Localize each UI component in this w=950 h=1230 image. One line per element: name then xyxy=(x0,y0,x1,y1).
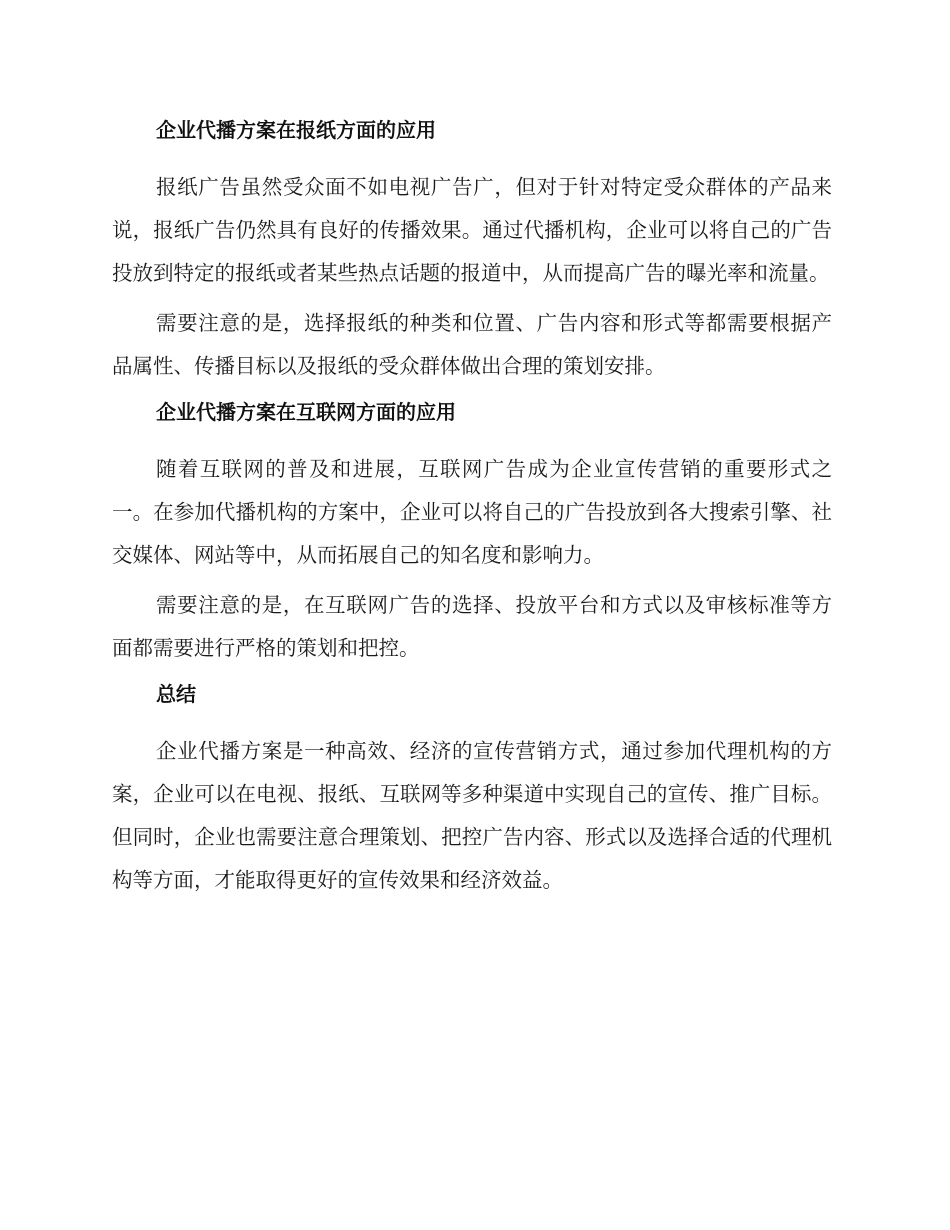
paragraph-newspaper-1: 报纸广告虽然受众面不如电视广告广，但对于针对特定受众群体的产品来说，报纸广告仍然具有良好的传播效果。通过代播机构，企业可以将自己的广告投放到特定的报纸或者某些热点话题的报道中，从而提高广告的曝光率和流量。 xyxy=(112,175,832,285)
document-body xyxy=(112,113,832,909)
paragraph-summary-1: 企业代播方案是一种高效、经济的宣传营销方式，通过参加代理机构的方案，企业可以在电视、报纸、互联网等多种渠道中实现自己的宣传、推广目标。但同时，企业也需要注意合理策划、把控广告内容、形式以及选择合适的代理机构等方面，才能取得更好的宣传效果和经济效益。 xyxy=(112,739,832,892)
paragraph-internet-1: 随着互联网的普及和进展，互联网广告成为企业宣传营销的重要形式之一。在参加代播机构的方案中，企业可以将自己的广告投放到各大搜索引擎、社交媒体、网站等中，从而拓展自己的知名度和影响力。 xyxy=(112,457,832,567)
paragraph-newspaper-2: 需要注意的是，选择报纸的种类和位置、广告内容和形式等都需要根据产品属性、传播目标以及报纸的受众群体做出合理的策划安排。 xyxy=(112,311,832,378)
section-heading-summary: 总结 xyxy=(156,682,196,706)
section-heading-internet: 企业代播方案在互联网方面的应用 xyxy=(156,400,456,424)
section-heading-newspaper: 企业代播方案在报纸方面的应用 xyxy=(156,118,436,142)
paragraph-internet-2: 需要注意的是，在互联网广告的选择、投放平台和方式以及审核标准等方面都需要进行严格的策划和把控。 xyxy=(112,593,832,660)
